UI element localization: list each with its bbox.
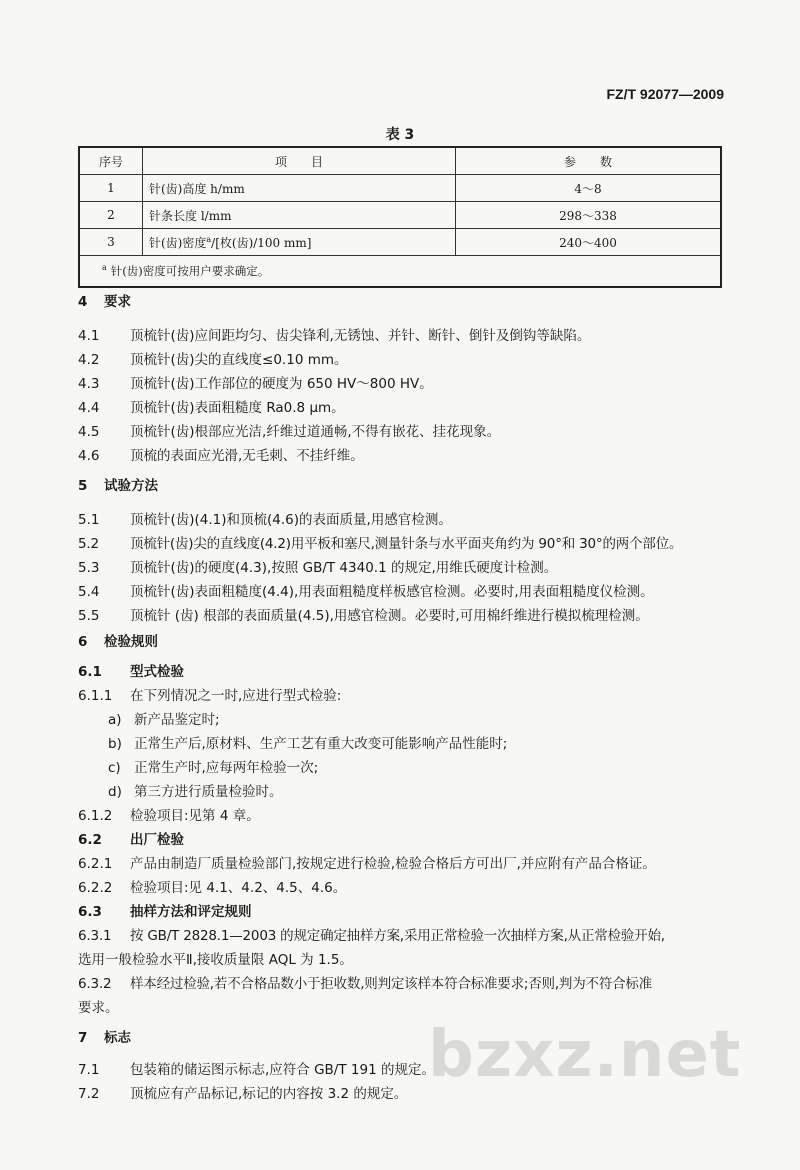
clause-5-1: 5.1 顶梳针(齿)(4.1)和顶梳(4.6)的表面质量,用感官检测。 — [78, 512, 452, 528]
clause-6-2-1: 6.2.1 产品由制造厂质量检验部门,按规定进行检验,检验合格后方可出厂,并应附有产品合格证。 — [78, 856, 656, 872]
table-row — [79, 202, 721, 229]
row-item — [143, 229, 456, 256]
section-heading-6: 6 检验规则 — [78, 634, 158, 650]
clause-5-3: 5.3 顶梳针(齿)的硬度(4.3),按照 GB/T 4340.1 的规定,用维氏硬度计检测。 — [78, 560, 558, 576]
clause-6-3-2: 6.3.2 样本经过检验,若不合格品数小于拒收数,则判定该样本符合标准要求;否则,判为不符合标准 — [78, 976, 653, 992]
clause-4-1: 4.1 顶梳针(齿)应间距均匀、齿尖锋利,无锈蚀、并针、断针、倒针及倒钩等缺陷。 — [78, 328, 591, 344]
clause-6-2-2: 6.2.2 检验项目:见 4.1、4.2、4.5、4.6。 — [78, 880, 347, 896]
standard-code: FZ/T 92077—2009 — [606, 86, 724, 102]
clause-6-3-2-cont: 要求。 — [78, 1000, 119, 1016]
clause-4-5: 4.5 顶梳针(齿)根部应光洁,纤维过道通畅,不得有嵌花、挂花现象。 — [78, 424, 501, 440]
table-title: 表 3 — [385, 127, 415, 143]
row-no: 2 — [79, 202, 143, 229]
row-item-rest: /[枚(齿)/100 mm] — [211, 235, 312, 250]
table-note — [79, 256, 721, 288]
clause-5-5: 5.5 顶梳针 (齿) 根部的表面质量(4.5),用感官检测。必要时,可用棉纤维进行模拟梳理检测。 — [78, 608, 649, 624]
row-param: 298～338 — [456, 202, 722, 229]
list-item-c: c) 正常生产时,应每两年检验一次; — [108, 760, 319, 776]
row-item: 针条长度 l/mm — [143, 202, 456, 229]
header-no: 序号 — [79, 147, 143, 175]
header-param: 参 数 — [456, 147, 722, 175]
table-row — [79, 175, 721, 202]
clause-7-1: 7.1 包装箱的储运图示标志,应符合 GB/T 191 的规定。 — [78, 1062, 435, 1078]
note-text: 针(齿)密度可按用户要求确定。 — [110, 264, 270, 278]
list-item-d: d) 第三方进行质量检验时。 — [108, 784, 283, 800]
clause-4-3: 4.3 顶梳针(齿)工作部位的硬度为 650 HV～800 HV。 — [78, 376, 433, 392]
row-item: 针(齿)高度 h/mm — [143, 175, 456, 202]
row-item-main: 针(齿)密度 — [149, 235, 207, 250]
row-param: 240～400 — [456, 229, 722, 256]
list-item-b: b) 正常生产后,原材料、生产工艺有重大改变可能影响产品性能时; — [108, 736, 508, 752]
subsection-heading-6-3: 6.3 抽样方法和评定规则 — [78, 904, 252, 920]
subsection-heading-6-1: 6.1 型式检验 — [78, 664, 184, 680]
list-item-a: a) 新产品鉴定时; — [108, 712, 220, 728]
section-heading-7: 7 标志 — [78, 1030, 131, 1046]
clause-5-2: 5.2 顶梳针(齿)尖的直线度(4.2)用平板和塞尺,测量针条与水平面夹角约为 90°和 30°的两个部位。 — [78, 536, 683, 552]
clause-4-4: 4.4 顶梳针(齿)表面粗糙度 Ra0.8 μm。 — [78, 400, 345, 416]
clause-5-4: 5.4 顶梳针(齿)表面粗糙度(4.4),用表面粗糙度样板感官检测。必要时,用表面粗糙度仪检测。 — [78, 584, 654, 600]
row-param: 4～8 — [456, 175, 722, 202]
clause-6-1-1: 6.1.1 在下列情况之一时,应进行型式检验: — [78, 688, 342, 704]
row-no: 3 — [79, 229, 143, 256]
note-mark: a — [102, 263, 107, 273]
clause-4-2: 4.2 顶梳针(齿)尖的直线度≤0.10 mm。 — [78, 352, 348, 368]
section-heading-5: 5 试验方法 — [78, 478, 158, 494]
clause-6-3-1: 6.3.1 按 GB/T 2828.1—2003 的规定确定抽样方案,采用正常检验一次抽样方案,从正常检验开始, — [78, 928, 665, 944]
row-no: 1 — [79, 175, 143, 202]
parameter-table — [78, 146, 722, 288]
clause-6-3-1-cont: 选用一般检验水平Ⅱ,接收质量限 AQL 为 1.5。 — [78, 952, 353, 968]
clause-7-2: 7.2 顶梳应有产品标记,标记的内容按 3.2 的规定。 — [78, 1086, 408, 1102]
footnote-ref: a — [206, 234, 212, 244]
table-row — [79, 229, 721, 256]
clause-6-1-2: 6.1.2 检验项目:见第 4 章。 — [78, 808, 260, 824]
watermark: bzxz.net — [428, 1018, 742, 1092]
clause-4-6: 4.6 顶梳的表面应光滑,无毛刺、不挂纤维。 — [78, 448, 364, 464]
table-note-row — [79, 256, 721, 288]
table-header-row — [79, 147, 721, 175]
subsection-heading-6-2: 6.2 出厂检验 — [78, 832, 184, 848]
header-item: 项 目 — [143, 147, 456, 175]
section-heading-4: 4 要求 — [78, 294, 131, 310]
